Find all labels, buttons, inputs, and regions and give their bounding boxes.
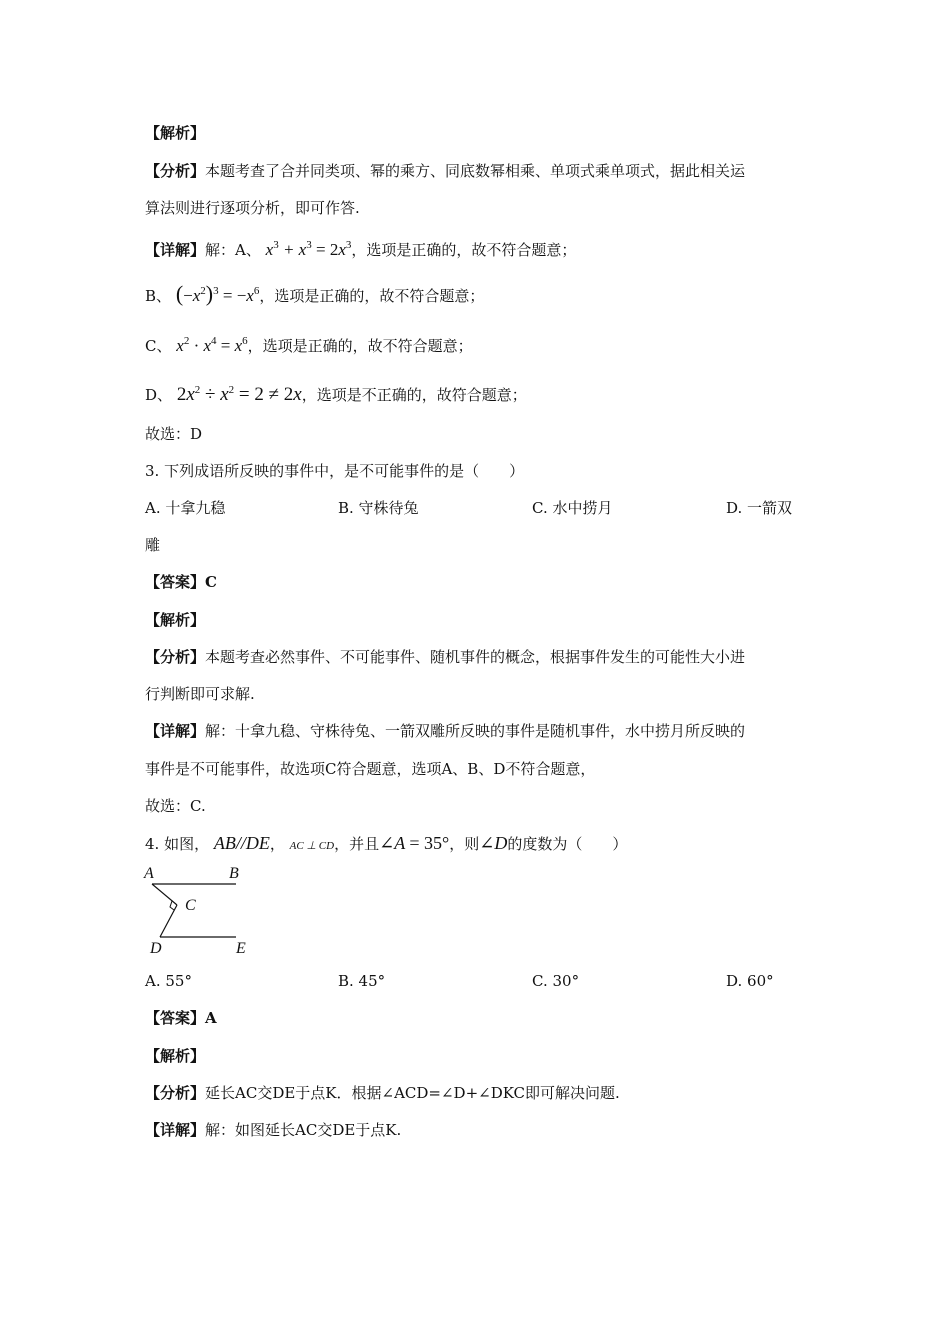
q4-stem-prefix: 4. 如图， (145, 835, 210, 853)
analysis-tag: 【分析】 (145, 162, 206, 180)
formula-angle-a: ∠A = 35° (379, 833, 450, 853)
q3-analysis (145, 647, 745, 667)
analysis-text-line1: 本题考查了合并同类项、幂的乘方、同底数幂相乘、单项式乘单项式，据此相关运 (205, 162, 746, 180)
q3-option-d: D. 一箭双 (726, 499, 793, 517)
q3-analysis-line1: 本题考查必然事件、不可能事件、随机事件的概念，根据事件发生的可能性大小进 (205, 648, 746, 666)
label-a: A (144, 865, 154, 882)
q3-analysis-tag: 【分析】 (145, 648, 206, 666)
q3-detail (145, 721, 745, 741)
q4-analysis-tag: 【分析】 (145, 1084, 206, 1102)
q3-option-a: A. 十拿九稳 (145, 499, 226, 517)
q3-option-c: C. 水中捞月 (532, 499, 613, 517)
formula-parallel: AB//DE (213, 833, 270, 853)
detail-tag: 【详解】 (145, 241, 206, 259)
q3-detail-line1: 解：十拿九稳、守株待兔、一箭双雕所反映的事件是随机事件，水中捞月所反映的 (205, 722, 746, 740)
detail-d-prefix: D、 (145, 386, 173, 404)
q3-answer-text: 【答案】C (145, 573, 217, 591)
formula-perpendicular: AC ⊥ CD (289, 840, 335, 852)
q4-analysis-heading: 【解析】 (145, 1047, 206, 1065)
analysis-text-line2: 算法则进行逐项分析，即可作答. (145, 199, 360, 217)
q4-stem-suffix: 的度数为（ ） (507, 835, 628, 853)
q4-answer-text: 【答案】A (145, 1009, 217, 1027)
analysis-heading: 【解析】 (145, 124, 206, 142)
q3-analysis-heading: 【解析】 (145, 611, 206, 629)
label-d: D (150, 940, 162, 957)
q3-answer (145, 572, 217, 592)
detail-b-prefix: B、 (145, 287, 172, 305)
segment-cd (160, 905, 177, 937)
q3-choice: 故选：C. (145, 797, 206, 815)
analysis-paragraph (145, 161, 745, 181)
q4-stem-sep1: ， (269, 835, 285, 853)
detail-option-c (145, 331, 473, 356)
label-e: E (236, 940, 246, 957)
q3-option-b: B. 守株待兔 (338, 499, 419, 517)
segment-ac (152, 884, 177, 905)
detail-c-note: ，选项是正确的，故不符合题意； (247, 337, 473, 355)
label-b: B (229, 865, 239, 882)
formula-angle-d: ∠D (479, 833, 508, 853)
q4-option-a: A. 55° (145, 972, 192, 990)
q3-option-d-wrap: 雕 (145, 536, 161, 554)
q4-option-b: B. 45° (338, 972, 386, 990)
q4-answer (145, 1008, 217, 1028)
formula-c: $x^2 \cdot x^4 = x^6$ (176, 335, 248, 355)
q4-stem-sep3: ，则 (449, 835, 480, 853)
q3-detail-tag: 【详解】 (145, 722, 206, 740)
detail-prefix: 解：A、 (205, 241, 261, 259)
detail-option-d (145, 380, 527, 405)
geometry-figure (140, 862, 260, 962)
q4-detail (145, 1120, 401, 1140)
formula-d: $2x^2 \div x^2 = 2 \ne 2x$ (176, 384, 302, 405)
q4-analysis-text: 延长AC交DE于点K．根据∠ACD=∠D+∠DKC即可解决问题. (205, 1084, 620, 1102)
q4-detail-tag: 【详解】 (145, 1121, 206, 1139)
q3-analysis-line2: 行判断即可求解. (145, 685, 255, 703)
formula-a: $x^3 + x^3 = 2x^3$ (265, 239, 352, 259)
detail-option-b (145, 281, 484, 306)
q4-stem-sep2: ，并且 (334, 835, 380, 853)
detail-option-a (145, 235, 576, 260)
choice-1: 故选：D (145, 425, 203, 443)
detail-d-note: ，选项是不正确的，故符合题意； (301, 386, 527, 404)
q3-detail-line2: 事件是不可能事件，故选项C符合题意，选项A、B、D不符合题意， (145, 760, 596, 778)
q4-analysis (145, 1083, 620, 1103)
q4-detail-text: 解：如图延长AC交DE于点K. (205, 1121, 402, 1139)
q4-stem (145, 833, 627, 856)
q4-option-d: D. 60° (726, 972, 774, 990)
q4-option-c: C. 30° (532, 972, 580, 990)
q3-stem: 3. 下列成语所反映的事件中，是不可能事件的是（ ） (145, 462, 525, 480)
detail-c-prefix: C、 (145, 337, 172, 355)
label-c: C (185, 897, 196, 914)
detail-b-note: ，选项是正确的，故不符合题意； (259, 287, 485, 305)
formula-b: $(-x^2)^3 = -x^6$ (175, 281, 260, 306)
detail-a-note: ，选项是正确的，故不符合题意； (351, 241, 577, 259)
